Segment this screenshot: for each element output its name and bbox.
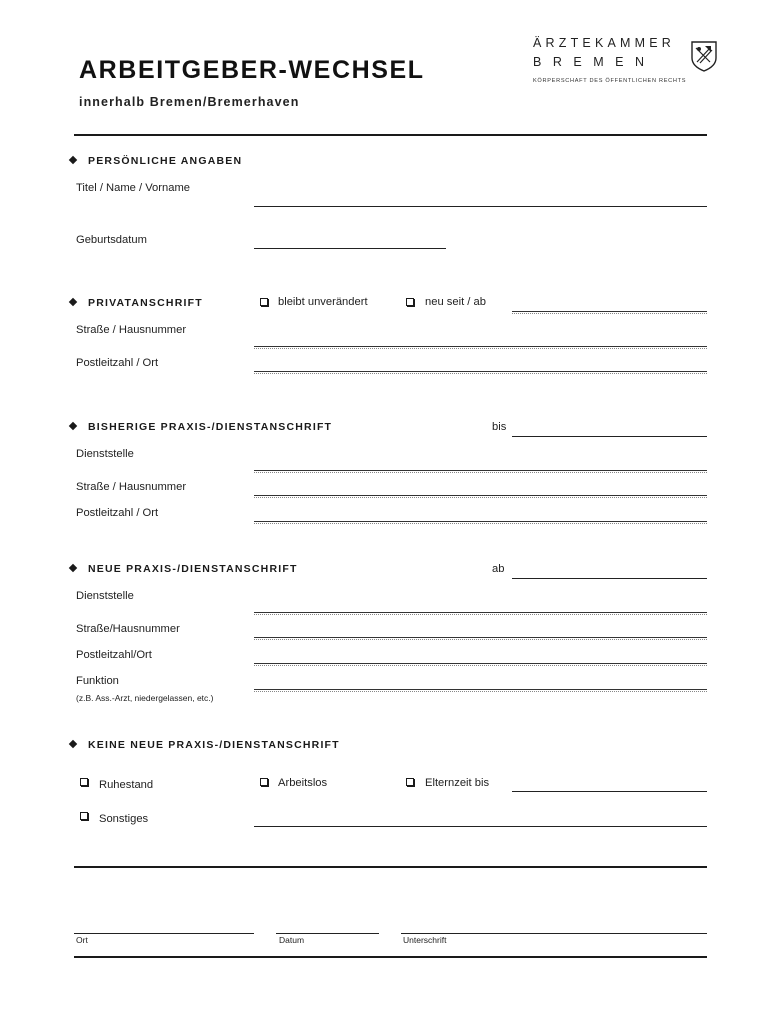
section-heading-text: NEUE PRAXIS-/DIENSTANSCHRIFT [88, 563, 298, 575]
checkbox-parental-leave-label: Elternzeit bis [425, 777, 490, 789]
name-field[interactable] [254, 206, 707, 207]
signature-divider-bottom [74, 956, 707, 958]
checkbox-retired[interactable] [80, 778, 88, 786]
section-heading-text: PRIVATANSCHRIFT [88, 297, 203, 309]
function-field[interactable] [254, 689, 707, 690]
signature-field[interactable] [401, 933, 707, 934]
signature-divider-top [74, 866, 707, 868]
signature-label: Unterschrift [403, 935, 447, 945]
logo-line-1: ÄRZTEKAMMER [533, 36, 676, 50]
previous-zip-field[interactable] [254, 521, 707, 522]
checkbox-new-since[interactable] [406, 298, 414, 306]
until-date-field[interactable] [512, 436, 707, 437]
checkbox-other[interactable] [80, 812, 88, 820]
checkbox-new-since-label: neu seit / ab [425, 296, 486, 308]
form-subtitle: innerhalb Bremen/Bremerhaven [79, 95, 300, 109]
section-heading-new [70, 563, 298, 575]
place-field[interactable] [74, 933, 254, 934]
new-office-label: Dienststelle [76, 590, 134, 602]
diamond-bullet-icon [69, 740, 77, 748]
from-date-field[interactable] [512, 578, 707, 579]
new-zip-label: Postleitzahl/Ort [76, 649, 152, 661]
function-hint: (z.B. Ass.-Arzt, niedergelassen, etc.) [76, 693, 214, 703]
new-zip-field[interactable] [254, 663, 707, 664]
previous-street-label: Straße / Hausnummer [76, 481, 187, 493]
checkbox-unemployed-label: Arbeitslos [278, 777, 328, 789]
section-heading-personal [70, 155, 242, 167]
diamond-bullet-icon [69, 156, 77, 164]
private-street-field[interactable] [254, 346, 707, 347]
private-zip-field[interactable] [254, 371, 707, 372]
checkbox-unchanged-label: bleibt unverändert [278, 296, 368, 308]
checkbox-other-label: Sonstiges [99, 813, 149, 825]
previous-office-field[interactable] [254, 470, 707, 471]
birthdate-label: Geburtsdatum [76, 234, 147, 246]
header-divider [74, 134, 707, 136]
checkbox-parental-leave[interactable] [406, 778, 414, 786]
coat-of-arms-icon [690, 40, 718, 72]
other-field[interactable] [254, 826, 707, 827]
function-label: Funktion [76, 675, 119, 687]
name-label: Titel / Name / Vorname [76, 182, 190, 194]
new-street-field[interactable] [254, 637, 707, 638]
section-heading-text: KEINE NEUE PRAXIS-/DIENSTANSCHRIFT [88, 739, 340, 751]
from-label: ab [492, 563, 505, 575]
diamond-bullet-icon [69, 564, 77, 572]
private-street-label: Straße / Hausnummer [76, 324, 187, 336]
section-heading-none [70, 739, 340, 751]
date-field[interactable] [276, 933, 379, 934]
section-heading-text: BISHERIGE PRAXIS-/DIENSTANSCHRIFT [88, 421, 333, 433]
private-zip-label: Postleitzahl / Ort [76, 357, 159, 369]
previous-zip-label: Postleitzahl / Ort [76, 507, 159, 519]
logo-line-2: BREMEN [533, 55, 656, 69]
until-label: bis [492, 421, 507, 433]
birthdate-field[interactable] [254, 248, 446, 249]
new-office-field[interactable] [254, 612, 707, 613]
section-heading-text: PERSÖNLICHE ANGABEN [88, 155, 243, 167]
previous-office-label: Dienststelle [76, 448, 134, 460]
diamond-bullet-icon [69, 298, 77, 306]
new-street-label: Straße/Hausnummer [76, 623, 180, 635]
section-heading-private [70, 297, 203, 309]
date-label: Datum [279, 935, 305, 945]
parental-leave-date-field[interactable] [512, 791, 707, 792]
diamond-bullet-icon [69, 422, 77, 430]
checkbox-unchanged[interactable] [260, 298, 268, 306]
form-title: ARBEITGEBER-WECHSEL [79, 56, 425, 84]
checkbox-unemployed[interactable] [260, 778, 268, 786]
new-since-date-field[interactable] [512, 311, 707, 312]
logo-subline: KÖRPERSCHAFT DES ÖFFENTLICHEN RECHTS [533, 78, 687, 84]
checkbox-retired-label: Ruhestand [99, 779, 154, 791]
section-heading-previous [70, 421, 332, 433]
place-label: Ort [76, 935, 88, 945]
previous-street-field[interactable] [254, 495, 707, 496]
